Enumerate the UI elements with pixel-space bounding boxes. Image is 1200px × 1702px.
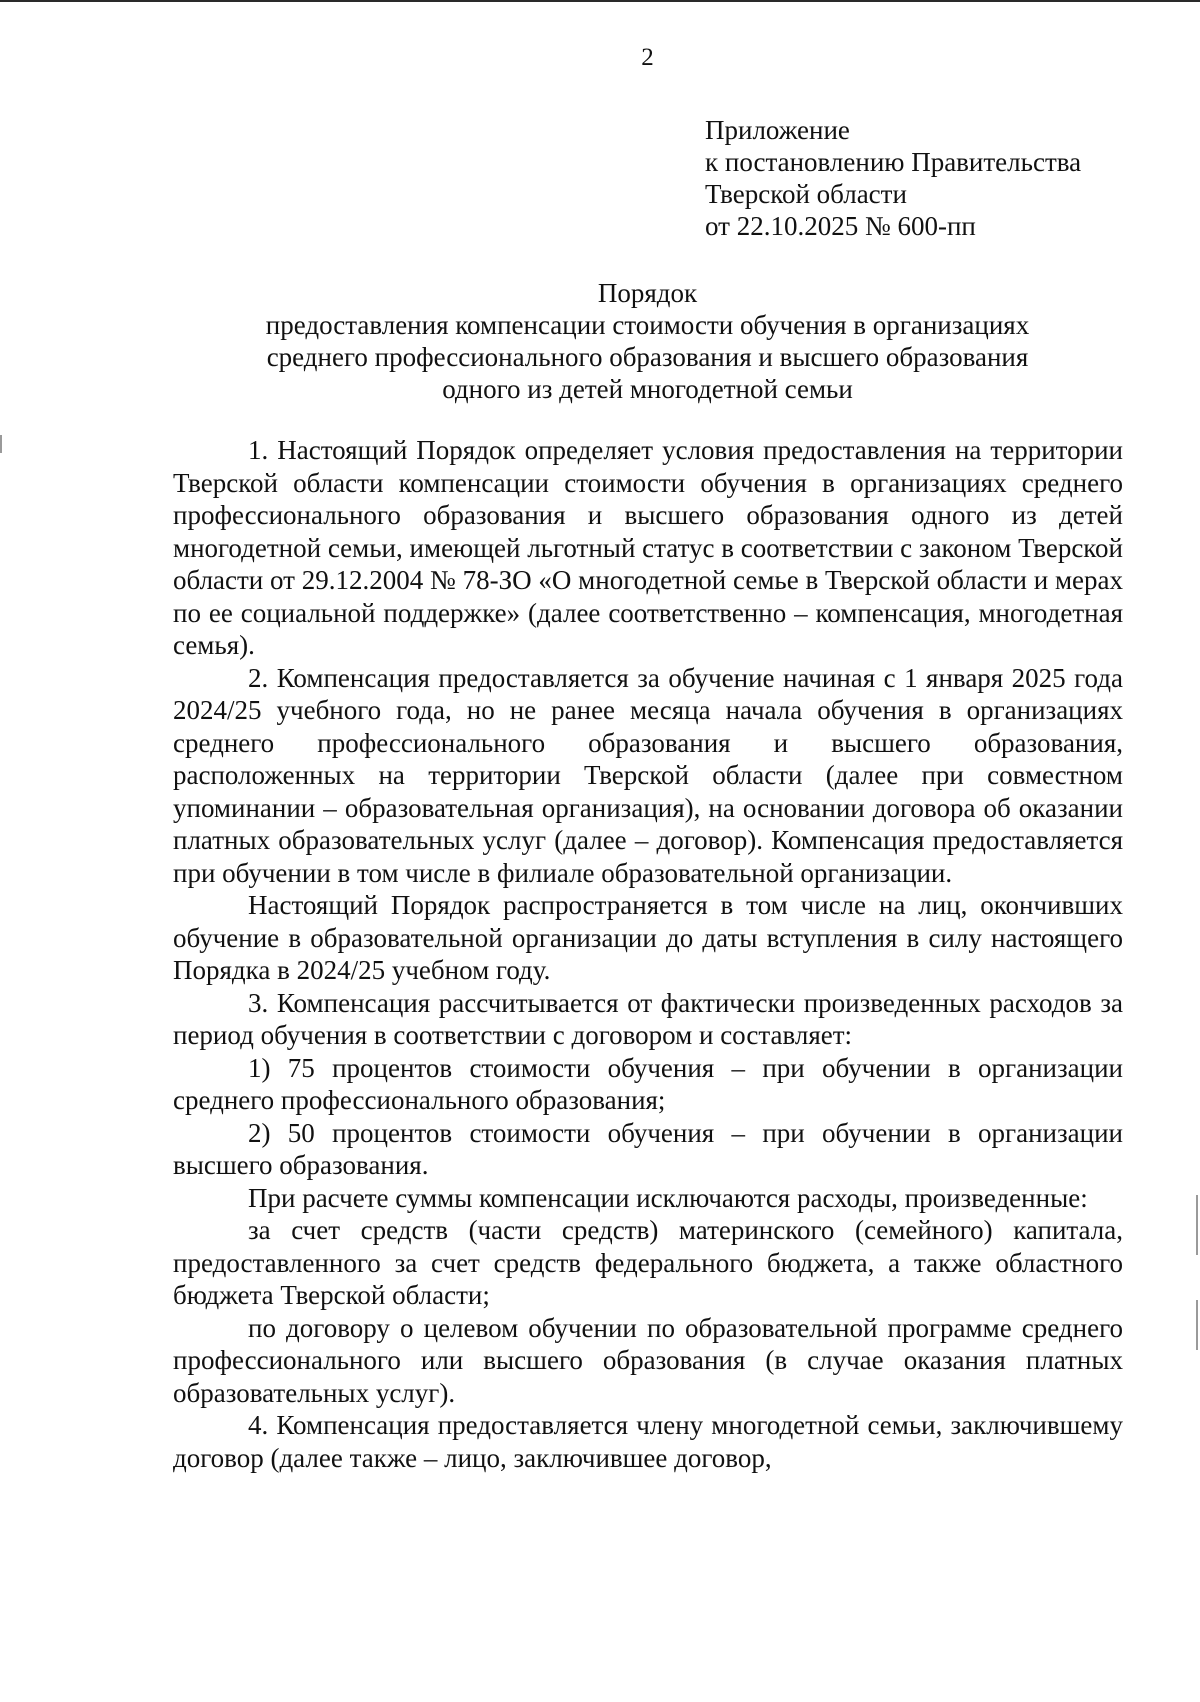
page-number: 2 (641, 44, 654, 71)
scan-artifact-mark (1196, 1195, 1198, 1255)
scan-artifact-mark (1196, 1300, 1198, 1350)
paragraph-3-exclusions: При расчете суммы компенсации исключаются расходы, произведенные: (248, 1182, 1088, 1213)
document-title (230, 277, 1065, 405)
paragraph-3-item-1: 1) 75 процентов стоимости обучения – при обучении в организации среднего профессионального образования; (173, 1052, 1123, 1115)
title-line: предоставления компенсации стоимости обучения в организациях (265, 310, 1030, 340)
appendix-line: Приложение (705, 115, 850, 145)
appendix-line: от 22.10.2025 № 600-пп (705, 211, 976, 241)
paragraph-4: 4. Компенсация предоставляется члену многодетной семьи, заключившему договор (далее также – лицо, заключившее договор, (173, 1410, 1123, 1473)
title-heading: Порядок (597, 278, 698, 308)
scan-artifact-mark (0, 435, 2, 453)
paragraph-3-exclusion-1: за счет средств (части средств) материнского (семейного) капитала, предоставленного за счет средств федерального бюджета, а также областного бюджета Тверской области; (173, 1215, 1123, 1310)
paragraph-3: 3. Компенсация рассчитывается от фактически произведенных расходов за период обучения в соответствии с договором и составляет: (173, 987, 1123, 1050)
paragraph-2-note: Настоящий Порядок распространяется в том числе на лиц, окончивших обучение в образовательной организации до даты вступления в силу настоящего Порядка в 2024/25 учебном году. (173, 890, 1123, 985)
appendix-line: к постановлению Правительства (705, 147, 1082, 177)
paragraph-1: 1. Настоящий Порядок определяет условия предоставления на территории Тверской области компенсации стоимости обучения в организациях среднего профессионального образования и высшего образования одного из детей многодетной семьи, имеющей льготный статус в соответствии с законом Тверской области от 29.12.2004 № 78-ЗО «О многодетной семье в Тверской области и мерах по ее социальной поддержке» (далее соответственно – компенсация, многодетная семья). (173, 435, 1123, 660)
scan-edge-line (0, 0, 1200, 2)
appendix-line: Тверской области (705, 179, 907, 209)
title-line: среднего профессионального образования и высшего образования (266, 342, 1029, 372)
paragraph-3-exclusion-2: по договору о целевом обучении по образовательной программе среднего профессионального или высшего образования (в случае оказания платных образовательных услуг). (173, 1312, 1123, 1408)
title-line: одного из детей многодетной семьи (442, 374, 853, 404)
paragraph-3-item-2: 2) 50 процентов стоимости обучения – при обучении в организации высшего образования. (173, 1117, 1123, 1180)
paragraph-2: 2. Компенсация предоставляется за обучение начиная с 1 января 2025 года 2024/25 учебного года, но не ранее месяца начала обучения в организациях среднего профессионального образования и высшего образования, расположенных на территории Тверской области (далее при совместном упоминании – образовательная организация), на основании договора об оказании платных образовательных услуг (далее – договор). Компенсация предоставляется при обучении в том числе в филиале образовательной организации. (173, 662, 1123, 888)
appendix-block (705, 114, 1081, 242)
document-body (173, 434, 1123, 1474)
